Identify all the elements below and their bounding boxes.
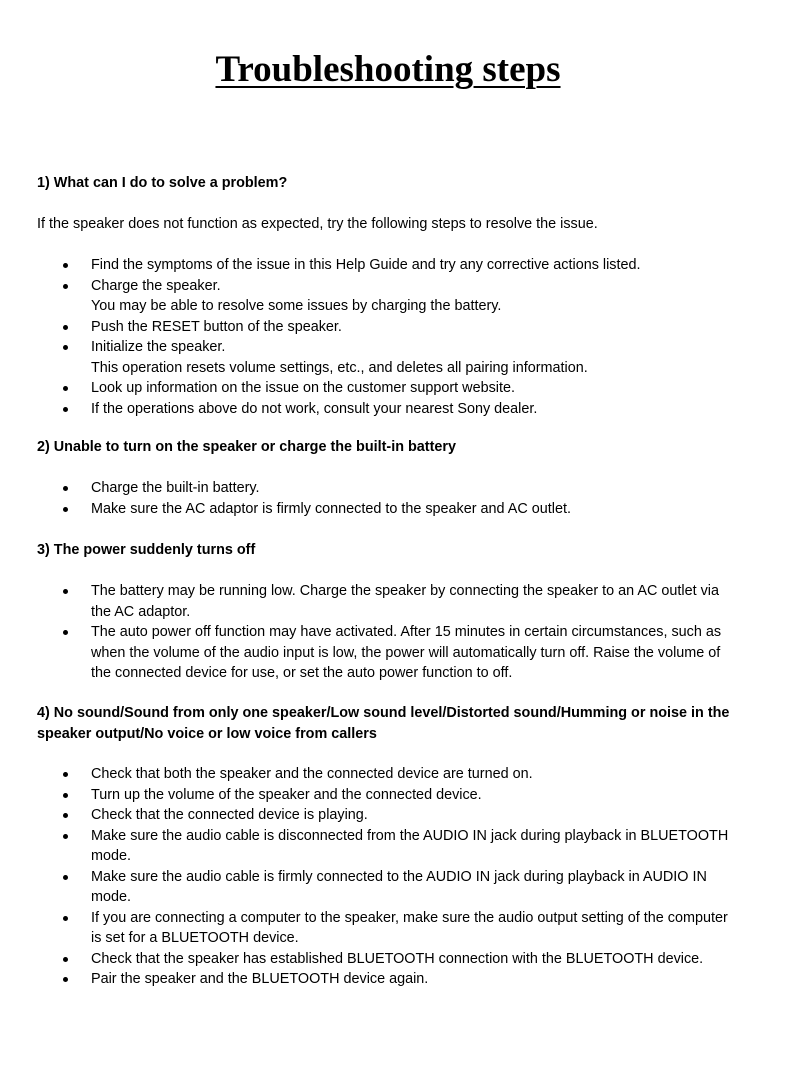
list-item-text: If the operations above do not work, consult your nearest Sony dealer.	[91, 400, 538, 417]
list-item-text: If you are connecting a computer to the speaker, make sure the audio output setting of the computer is set for a BLUETOOTH device.	[91, 909, 728, 946]
list-item-text: Find the symptoms of the issue in this Help Guide and try any corrective actions listed.	[91, 257, 641, 273]
bullet-icon	[63, 325, 68, 330]
section-2-list	[37, 478, 742, 519]
list-item	[37, 969, 742, 990]
list-item	[37, 499, 742, 520]
list-item	[37, 826, 742, 867]
list-item-note: This operation resets volume settings, etc., and deletes all pairing information.	[91, 359, 588, 376]
bullet-icon	[63, 916, 68, 921]
list-item	[37, 867, 742, 908]
list-item-text: Charge the speaker.	[91, 277, 221, 294]
section-1-heading: 1) What can I do to solve a problem?	[37, 175, 288, 191]
list-item-text: The auto power off function may have activated. After 15 minutes in certain circumstances, such as when the volume of the audio input is low, the power will automatically turn off. Raise the volume of the connected device for use, or set the auto power function to off.	[91, 624, 722, 681]
bullet-icon	[63, 813, 68, 818]
list-item-text: Make sure the AC adaptor is firmly connected to the speaker and AC outlet.	[91, 500, 571, 517]
list-item	[37, 255, 742, 276]
section-3-heading: 3) The power suddenly turns off	[37, 542, 256, 558]
bullet-icon	[63, 957, 68, 962]
list-item-text: Make sure the audio cable is disconnected from the AUDIO IN jack during playback in BLUETOOTH mode.	[91, 827, 729, 864]
list-item	[37, 337, 742, 378]
list-item-text: Turn up the volume of the speaker and the connected device.	[91, 786, 482, 803]
list-item	[37, 908, 742, 949]
bullet-icon	[63, 486, 68, 491]
list-item	[37, 317, 742, 338]
list-item-note: You may be able to resolve some issues by charging the battery.	[91, 298, 502, 314]
bullet-icon	[63, 977, 68, 982]
section-1-intro: If the speaker does not function as expected, try the following steps to resolve the issue.	[37, 216, 598, 232]
list-item-text: Check that both the speaker and the connected device are turned on.	[91, 766, 533, 782]
list-item	[37, 805, 742, 826]
list-item	[37, 378, 742, 399]
bullet-icon	[63, 284, 68, 289]
section-4-list	[37, 764, 742, 990]
section-4-heading: 4) No sound/Sound from only one speaker/Low sound level/Distorted sound/Humming or noise in the speaker output/No voice or low voice from callers	[37, 705, 730, 742]
bullet-icon	[63, 589, 68, 594]
section-1-list	[37, 255, 742, 419]
list-item	[37, 478, 742, 499]
list-item-text: Initialize the speaker.	[91, 339, 226, 355]
bullet-icon	[63, 793, 68, 798]
bullet-icon	[63, 263, 68, 268]
section-3-list	[37, 581, 742, 684]
bullet-icon	[63, 772, 68, 777]
list-item-text: Check that the speaker has established BLUETOOTH connection with the BLUETOOTH device.	[91, 950, 704, 967]
bullet-icon	[63, 834, 68, 839]
list-item-text: The battery may be running low. Charge the speaker by connecting the speaker to an AC outlet via the AC adaptor.	[91, 583, 719, 620]
page-title-text: Troubleshooting steps	[215, 49, 561, 90]
list-item	[37, 764, 742, 785]
list-item	[37, 949, 742, 970]
list-item	[37, 785, 742, 806]
list-item-text: Push the RESET button of the speaker.	[91, 318, 342, 335]
section-2-heading: 2) Unable to turn on the speaker or charge the built-in battery	[37, 439, 456, 455]
list-item-text: Charge the built-in battery.	[91, 480, 260, 496]
bullet-icon	[63, 507, 68, 512]
bullet-icon	[63, 875, 68, 880]
bullet-icon	[63, 407, 68, 412]
bullet-icon	[63, 630, 68, 635]
list-item-text: Pair the speaker and the BLUETOOTH device again.	[91, 971, 429, 987]
list-item	[37, 581, 742, 622]
list-item	[37, 622, 742, 684]
list-item-text: Make sure the audio cable is firmly connected to the AUDIO IN jack during playback in AUDIO IN mode.	[91, 868, 707, 905]
list-item	[37, 276, 742, 317]
page-title	[0, 47, 776, 93]
list-item-text: Look up information on the issue on the customer support website.	[91, 380, 515, 396]
list-item-text: Check that the connected device is playing.	[91, 807, 368, 823]
bullet-icon	[63, 345, 68, 350]
list-item	[37, 399, 742, 420]
bullet-icon	[63, 386, 68, 391]
